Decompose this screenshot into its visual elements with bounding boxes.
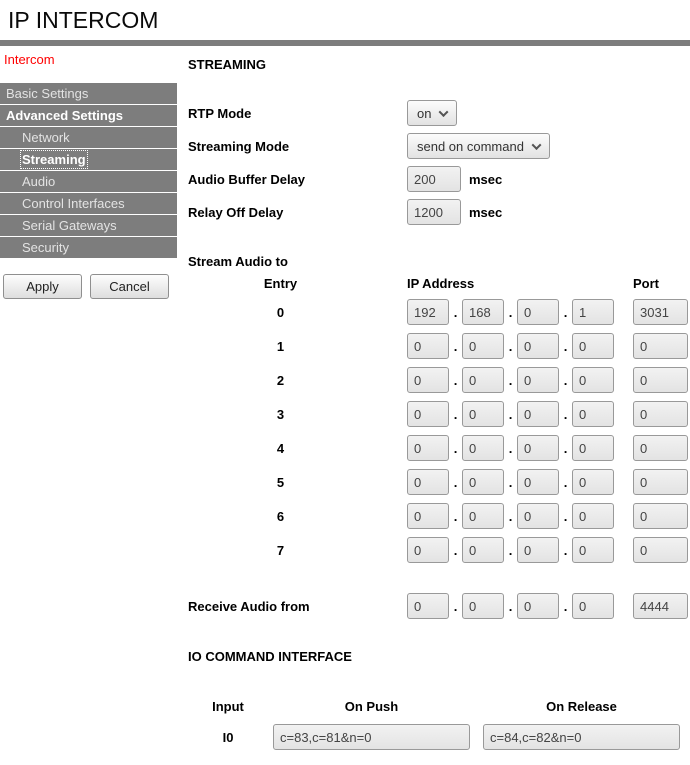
sidebar-item-control-interfaces[interactable]	[0, 193, 177, 214]
ip-dot-separator: .	[563, 406, 568, 422]
ip-octet-input[interactable]	[462, 537, 504, 563]
ip-octet-input[interactable]	[517, 333, 559, 359]
sidebar-item-basic-settings[interactable]	[0, 83, 177, 104]
sidebar-item-label: Basic Settings	[6, 86, 89, 101]
ip-octet-input[interactable]	[407, 537, 449, 563]
audio-buffer-delay-row	[188, 166, 688, 192]
stream-port-input[interactable]	[633, 435, 688, 461]
io-table-header	[188, 700, 688, 714]
sidebar	[0, 46, 177, 299]
relay-off-delay-input[interactable]	[407, 199, 461, 225]
stream-table-body	[188, 299, 688, 563]
stream-audio-to-label: Stream Audio to	[188, 254, 288, 269]
receive-audio-from-row	[188, 593, 688, 619]
ip-dot-separator: .	[563, 474, 568, 490]
ip-dot-separator: .	[508, 508, 513, 524]
io-input-label: I0	[222, 729, 234, 745]
ip-dot-separator: .	[453, 338, 458, 354]
receive-ip-octet-input[interactable]	[407, 593, 449, 619]
receive-ip-octet-input[interactable]	[517, 593, 559, 619]
ip-dot-separator: .	[508, 372, 513, 388]
stream-audio-row	[188, 435, 688, 461]
ip-dot-separator: .	[563, 338, 568, 354]
relay-off-delay-unit: msec	[469, 204, 503, 220]
stream-ip-group	[407, 469, 614, 495]
intercom-home-link[interactable]: Intercom	[4, 52, 55, 67]
sidebar-item-advanced-settings[interactable]	[0, 105, 177, 126]
section-title-io-command-interface: IO COMMAND INTERFACE	[188, 649, 352, 664]
stream-audio-row	[188, 401, 688, 427]
ip-octet-input[interactable]	[572, 401, 614, 427]
ip-octet-input[interactable]	[517, 469, 559, 495]
ip-octet-input[interactable]	[462, 299, 504, 325]
on-push-input[interactable]	[273, 724, 470, 750]
stream-entry-label: 4	[276, 440, 285, 456]
ip-octet-input[interactable]	[462, 469, 504, 495]
ip-octet-input[interactable]	[462, 401, 504, 427]
ip-dot-separator: .	[508, 338, 513, 354]
section-title-streaming: STREAMING	[188, 57, 266, 72]
stream-ip-group	[407, 435, 614, 461]
ip-dot-separator: .	[508, 542, 513, 558]
stream-ip-group	[407, 299, 614, 325]
audio-buffer-delay-label: Audio Buffer Delay	[188, 171, 306, 187]
sidebar-item-label: Security	[22, 240, 69, 255]
main-content	[188, 46, 688, 750]
streaming-mode-label: Streaming Mode	[188, 138, 290, 154]
receive-ip-group	[407, 593, 614, 619]
receive-audio-from-label: Receive Audio from	[188, 598, 310, 614]
ip-dot-separator: .	[453, 474, 458, 490]
sidebar-item-streaming[interactable]	[0, 149, 177, 170]
streaming-mode-row	[188, 133, 688, 159]
ip-octet-input[interactable]	[572, 537, 614, 563]
ip-octet-input[interactable]	[407, 401, 449, 427]
stream-ip-group	[407, 537, 614, 563]
ip-dot-separator: .	[508, 598, 513, 614]
sidebar-item-label: Control Interfaces	[22, 196, 125, 211]
stream-entry-label: 5	[276, 474, 285, 490]
stream-port-input[interactable]	[633, 333, 688, 359]
stream-entry-label: 2	[276, 372, 285, 388]
audio-buffer-delay-unit: msec	[469, 171, 503, 187]
ip-dot-separator: .	[453, 440, 458, 456]
stream-entry-label: 3	[276, 406, 285, 422]
ip-dot-separator: .	[453, 598, 458, 614]
stream-entry-label: 6	[276, 508, 285, 524]
sidebar-item-audio[interactable]	[0, 171, 177, 192]
ip-dot-separator: .	[508, 304, 513, 320]
io-row-i0	[188, 724, 688, 750]
ip-octet-input[interactable]	[572, 367, 614, 393]
ip-address-column-header: IP Address	[407, 276, 475, 291]
stream-audio-row	[188, 469, 688, 495]
sidebar-item-network[interactable]	[0, 127, 177, 148]
stream-table-header	[188, 277, 688, 291]
relay-off-delay-label: Relay Off Delay	[188, 204, 284, 220]
stream-port-input[interactable]	[633, 367, 688, 393]
stream-ip-group	[407, 333, 614, 359]
rtp-mode-row	[188, 100, 688, 126]
on-push-column-header: On Push	[344, 699, 399, 714]
on-release-column-header: On Release	[546, 699, 617, 714]
sidebar-item-serial-gateways[interactable]	[0, 215, 177, 236]
layout	[0, 46, 690, 750]
ip-octet-input[interactable]	[407, 435, 449, 461]
ip-octet-input[interactable]	[517, 537, 559, 563]
chevron-down-icon	[532, 140, 542, 150]
sidebar-item-label: Streaming	[22, 152, 86, 167]
port-column-header: Port	[633, 276, 659, 291]
stream-port-input[interactable]	[633, 537, 688, 563]
stream-audio-row	[188, 333, 688, 359]
rtp-mode-label: RTP Mode	[188, 105, 252, 121]
ip-octet-input[interactable]	[462, 435, 504, 461]
ip-dot-separator: .	[563, 304, 568, 320]
sidebar-item-security[interactable]	[0, 237, 177, 258]
streaming-mode-value: send on command	[417, 138, 524, 154]
ip-dot-separator: .	[563, 372, 568, 388]
page-title: IP INTERCOM	[8, 7, 159, 33]
ip-octet-input[interactable]	[462, 503, 504, 529]
stream-port-input[interactable]	[633, 299, 688, 325]
sidebar-button-row	[0, 274, 177, 299]
ip-octet-input[interactable]	[572, 503, 614, 529]
sidebar-item-label: Network	[22, 130, 70, 145]
chevron-down-icon	[439, 107, 449, 117]
stream-audio-row	[188, 299, 688, 325]
ip-dot-separator: .	[508, 474, 513, 490]
ip-dot-separator: .	[563, 440, 568, 456]
ip-octet-input[interactable]	[572, 299, 614, 325]
rtp-mode-value: on	[417, 105, 432, 121]
ip-octet-input[interactable]	[517, 299, 559, 325]
ip-dot-separator: .	[453, 542, 458, 558]
rtp-mode-select[interactable]	[407, 100, 457, 126]
entry-column-header: Entry	[263, 276, 298, 291]
stream-audio-row	[188, 537, 688, 563]
ip-octet-input[interactable]	[517, 435, 559, 461]
sidebar-menu	[0, 83, 177, 258]
sidebar-item-label: Advanced Settings	[6, 108, 124, 123]
relay-off-delay-row	[188, 199, 688, 225]
stream-ip-group	[407, 503, 614, 529]
ip-octet-input[interactable]	[407, 299, 449, 325]
audio-buffer-delay-input[interactable]	[407, 166, 461, 192]
ip-dot-separator: .	[508, 440, 513, 456]
receive-port-input[interactable]	[633, 593, 688, 619]
stream-audio-row	[188, 367, 688, 393]
ip-dot-separator: .	[508, 406, 513, 422]
stream-port-input[interactable]	[633, 503, 688, 529]
ip-dot-separator: .	[563, 542, 568, 558]
stream-entry-label: 0	[276, 304, 285, 320]
ip-octet-input[interactable]	[572, 435, 614, 461]
ip-octet-input[interactable]	[407, 367, 449, 393]
ip-octet-input[interactable]	[572, 469, 614, 495]
ip-octet-input[interactable]	[462, 367, 504, 393]
ip-dot-separator: .	[453, 406, 458, 422]
ip-dot-separator: .	[563, 598, 568, 614]
ip-dot-separator: .	[453, 508, 458, 524]
stream-entry-label: 1	[276, 338, 285, 354]
ip-octet-input[interactable]	[407, 333, 449, 359]
ip-octet-input[interactable]	[517, 401, 559, 427]
apply-button[interactable]: Apply	[3, 274, 82, 299]
stream-ip-group	[407, 401, 614, 427]
ip-dot-separator: .	[563, 508, 568, 524]
ip-dot-separator: .	[453, 372, 458, 388]
stream-port-input[interactable]	[633, 469, 688, 495]
ip-octet-input[interactable]	[517, 503, 559, 529]
on-release-input[interactable]	[483, 724, 680, 750]
receive-ip-octet-input[interactable]	[462, 593, 504, 619]
streaming-mode-select[interactable]	[407, 133, 550, 159]
ip-octet-input[interactable]	[462, 333, 504, 359]
sidebar-item-label: Audio	[22, 174, 56, 189]
receive-ip-octet-input[interactable]	[572, 593, 614, 619]
ip-octet-input[interactable]	[517, 367, 559, 393]
stream-port-input[interactable]	[633, 401, 688, 427]
ip-octet-input[interactable]	[407, 469, 449, 495]
input-column-header: Input	[212, 699, 244, 714]
stream-entry-label: 7	[276, 542, 285, 558]
ip-dot-separator: .	[453, 304, 458, 320]
ip-octet-input[interactable]	[572, 333, 614, 359]
ip-octet-input[interactable]	[407, 503, 449, 529]
cancel-button[interactable]: Cancel	[90, 274, 169, 299]
sidebar-item-label: Serial Gateways	[22, 218, 117, 233]
stream-ip-group	[407, 367, 614, 393]
stream-audio-row	[188, 503, 688, 529]
